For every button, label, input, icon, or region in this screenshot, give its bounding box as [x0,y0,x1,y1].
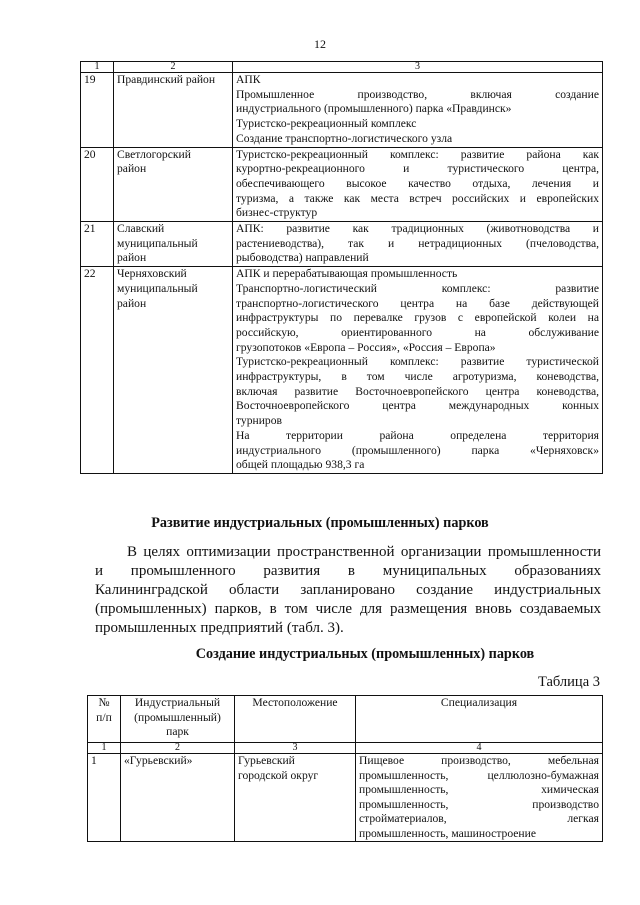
specialization-line: Восточноевропейского центра международных конных [236,399,599,413]
specialization-line: рыбоводства) направлений [236,251,369,265]
row-number: 22 [81,267,114,474]
specialization-line: Пищевое производство, мебельная [359,754,599,767]
specialization-line: промышленность, химическая [359,783,599,796]
district-line: район [117,296,147,310]
specialization-line: бизнес-структур [236,206,318,220]
specialization-line: Промышленное производство, включая создание [236,87,599,101]
paragraph-line: В целях оптимизации пространственной организации промышленности [127,544,601,560]
specialization-line: общей площадью 938,3 га [236,458,365,472]
column-number: 3 [235,743,356,754]
specialization-line: инфраструктуры, в том числе агротуризма, коневодства, [236,370,599,384]
specialization-line: На территории района определена территория [236,428,599,442]
table-row [81,147,603,222]
column-header [121,696,235,743]
row-number: 1 [88,754,121,842]
specialization-line: включая развитие Восточноевропейского центра коневодства, [236,384,599,398]
column-header [356,696,603,743]
specialization-line: транспортно-логистического центра на базе действующей [236,296,599,310]
page-number: 12 [314,37,326,51]
district-specialization [233,73,603,148]
column-number: 1 [88,743,121,754]
district-name [114,222,233,267]
specialization-line: индустриального (промышленного) парка «Правдинск» [236,102,512,116]
table-header-row [88,696,603,743]
specialization-line: индустриального (промышленного) парка «Черняховск» [236,443,599,457]
district-specialization [233,147,603,222]
specialization-line: российскую, ориентированного на обслуживание [236,325,599,339]
park-location [235,754,356,842]
column-number: 2 [114,62,233,73]
table-row [81,267,603,474]
location-line: Гурьевский [238,754,295,767]
specialization-line: промышленность, машиностроение [359,826,536,840]
section-heading-development: Развитие индустриальных (промышленных) парков [151,515,489,531]
specialization-line: инфраструктуры по перевалке грузов с европейской колеи на [236,311,599,325]
specialization-line: курортно-рекреационного и туристического центра, [236,162,599,176]
column-number-row [88,743,603,754]
column-number: 2 [121,743,235,754]
specialization-line: стройматериалов, легкая [359,812,599,825]
column-number: 1 [81,62,114,73]
paragraph-line: (промышленных) парков, в том числе для размещения вновь создаваемых [95,601,601,617]
header-line: (промышленный) [134,710,221,724]
row-number: 21 [81,222,114,267]
column-header [88,696,121,743]
specialization-line: Туристско-рекреационный комплекс: развитие района как [236,147,599,161]
row-number: 20 [81,147,114,222]
specialization-line: грузопотоков «Европа – Россия», «Россия – Европа» [236,340,496,354]
district-name [114,73,233,148]
column-header [235,696,356,743]
table-row [81,222,603,267]
row-number: 19 [81,73,114,148]
header-line: Специализация [440,696,518,709]
specialization-line: АПК и перерабатывающая промышленность [236,267,458,281]
district-line: муниципальный [117,281,198,295]
district-line: Светлогорский [117,147,191,161]
header-line: № [98,696,110,709]
district-name [114,147,233,222]
paragraph-line: и промышленного развития в муниципальных образованиях [95,563,601,579]
specialization-line: Туристско-рекреационный комплекс: развитие туристической [236,355,599,369]
specialization-line: обеспечивающего высокое качество отдыха, лечения и [236,176,599,190]
district-line: Славский [117,222,165,236]
specialization-line: турниров [236,414,282,428]
specialization-line: АПК [236,73,261,86]
paragraph-line: промышленных предприятий (табл. 3). [95,620,344,636]
column-number: 4 [356,743,603,754]
table-row [81,73,603,148]
district-line: район [117,251,147,265]
industrial-parks-table [87,695,603,842]
header-line: п/п [96,710,112,724]
specialization-line: промышленность, производство [359,797,599,811]
body-paragraph [95,543,601,638]
districts-table [80,61,603,474]
specialization-line: Создание транспортно-логистического узла [236,131,453,145]
district-line: район [117,162,147,176]
header-line: Местоположение [252,696,338,709]
location-line: городской округ [238,768,319,782]
district-line: Правдинский район [117,73,216,86]
specialization-line: туризма, а также как места встреч российских и европейских [236,191,599,205]
district-name [114,267,233,474]
specialization-line: растениеводства), так и нетрадиционных (пчеловодства, [236,236,599,250]
specialization-line: Туристско-рекреационный комплекс [236,117,417,131]
specialization-line: АПК: развитие как традиционных (животноводства и [236,222,599,236]
district-specialization [233,267,603,474]
district-line: муниципальный [117,236,198,250]
header-line: парк [166,725,189,738]
specialization-line: промышленность, целлюлозно-бумажная [359,768,599,782]
header-line: Индустриальный [134,696,221,709]
table-label: Таблица 3 [537,674,600,690]
district-specialization [233,222,603,267]
paragraph-line: Калининградской области запланировано создание индустриальных [95,582,601,598]
park-specialization [356,754,603,842]
specialization-line: Транспортно-логистический комплекс: развитие [236,281,599,295]
column-number: 3 [233,62,603,73]
table-row [88,754,603,842]
park-name: «Гурьевский» [121,754,235,842]
table-header-row [81,62,603,73]
district-line: Черняховский [117,267,187,281]
table-title-creation: Создание индустриальных (промышленных) парков [195,646,535,662]
